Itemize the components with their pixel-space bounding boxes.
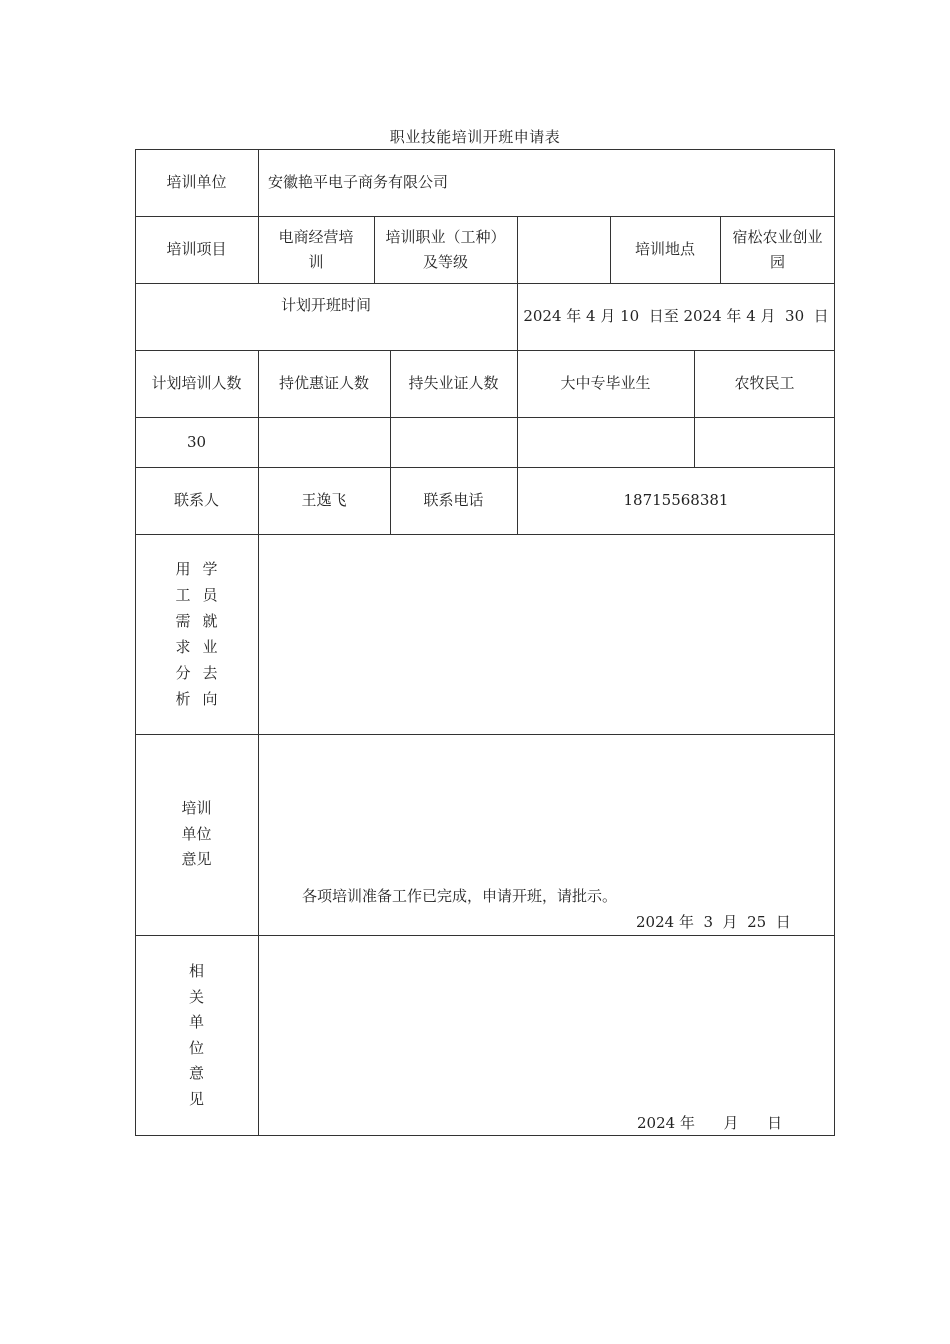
planned-start-label: 计划开班时间 [280,295,371,314]
analysis-label-char: 析 [175,690,191,708]
header-planned-count: 计划培训人数 [151,374,242,392]
related-opinion-label-char: 位 [188,1038,204,1057]
training-project-value: 电商经营培训 [278,227,354,271]
location-value: 宿松农业创业园 [732,227,823,271]
analysis-label-char: 业 [202,638,218,656]
related-opinion-label-char: 见 [188,1089,204,1108]
unit-opinion-date: 2024 年 3 月 25 日 [636,913,791,931]
header-graduates: 大中专毕业生 [560,374,651,392]
related-opinion-label [135,935,258,1136]
analysis-label-char: 员 [202,586,218,604]
occupation-label: 培训职业（工种）及等级 [385,227,506,271]
related-opinion-label-char: 意 [188,1064,204,1082]
value-planned-count: 30 [186,432,207,451]
contact-value: 王逸飞 [301,491,347,509]
value-preferential-count [258,417,390,467]
analysis-label-char: 就 [202,612,218,630]
value-migrant-workers [694,417,835,467]
location-label: 培训地点 [634,240,695,258]
analysis-label-char: 向 [202,690,218,708]
header-preferential-count: 持优惠证人数 [278,374,369,392]
form-title: 职业技能培训开班申请表 [389,128,561,146]
related-opinion-date: 2024 年 月 日 [637,1114,783,1132]
value-unemployed-count [390,417,517,467]
analysis-label-char: 用 [175,560,191,578]
value-graduates [517,417,694,467]
analysis-label-char: 工 [175,586,191,604]
analysis-content [258,534,835,734]
analysis-label-char: 学 [202,560,218,578]
analysis-label-char: 求 [175,638,191,656]
unit-opinion-label [135,734,258,935]
occupation-value [517,216,610,283]
unit-opinion-statement: 各项培训准备工作已完成，申请开班，请批示。 [302,887,618,905]
phone-value: 18715568381 [623,491,729,509]
header-unemployed-count: 持失业证人数 [408,374,499,392]
unit-opinion-label-line: 意见 [181,850,212,869]
unit-opinion-label-line: 培训 [181,799,212,818]
training-unit-label: 培训单位 [166,173,227,191]
related-opinion-label-char: 相 [188,962,204,980]
planned-start-value: 2024 年 4 月 10 日至 2024 年 4 月 30 日 [523,307,829,325]
header-migrant-workers: 农牧民工 [734,374,795,392]
related-opinion-label-char: 关 [188,987,204,1006]
analysis-label [135,534,258,734]
training-unit-value: 安徽艳平电子商务有限公司 [268,173,449,191]
analysis-label-char: 分 [175,664,191,682]
related-opinion-label-char: 单 [188,1013,204,1031]
unit-opinion-label-line: 单位 [181,824,212,843]
contact-label: 联系人 [173,491,219,509]
analysis-label-char: 去 [202,664,218,682]
phone-label: 联系电话 [423,491,484,509]
training-project-label: 培训项目 [166,240,227,258]
analysis-label-char: 需 [175,612,191,630]
